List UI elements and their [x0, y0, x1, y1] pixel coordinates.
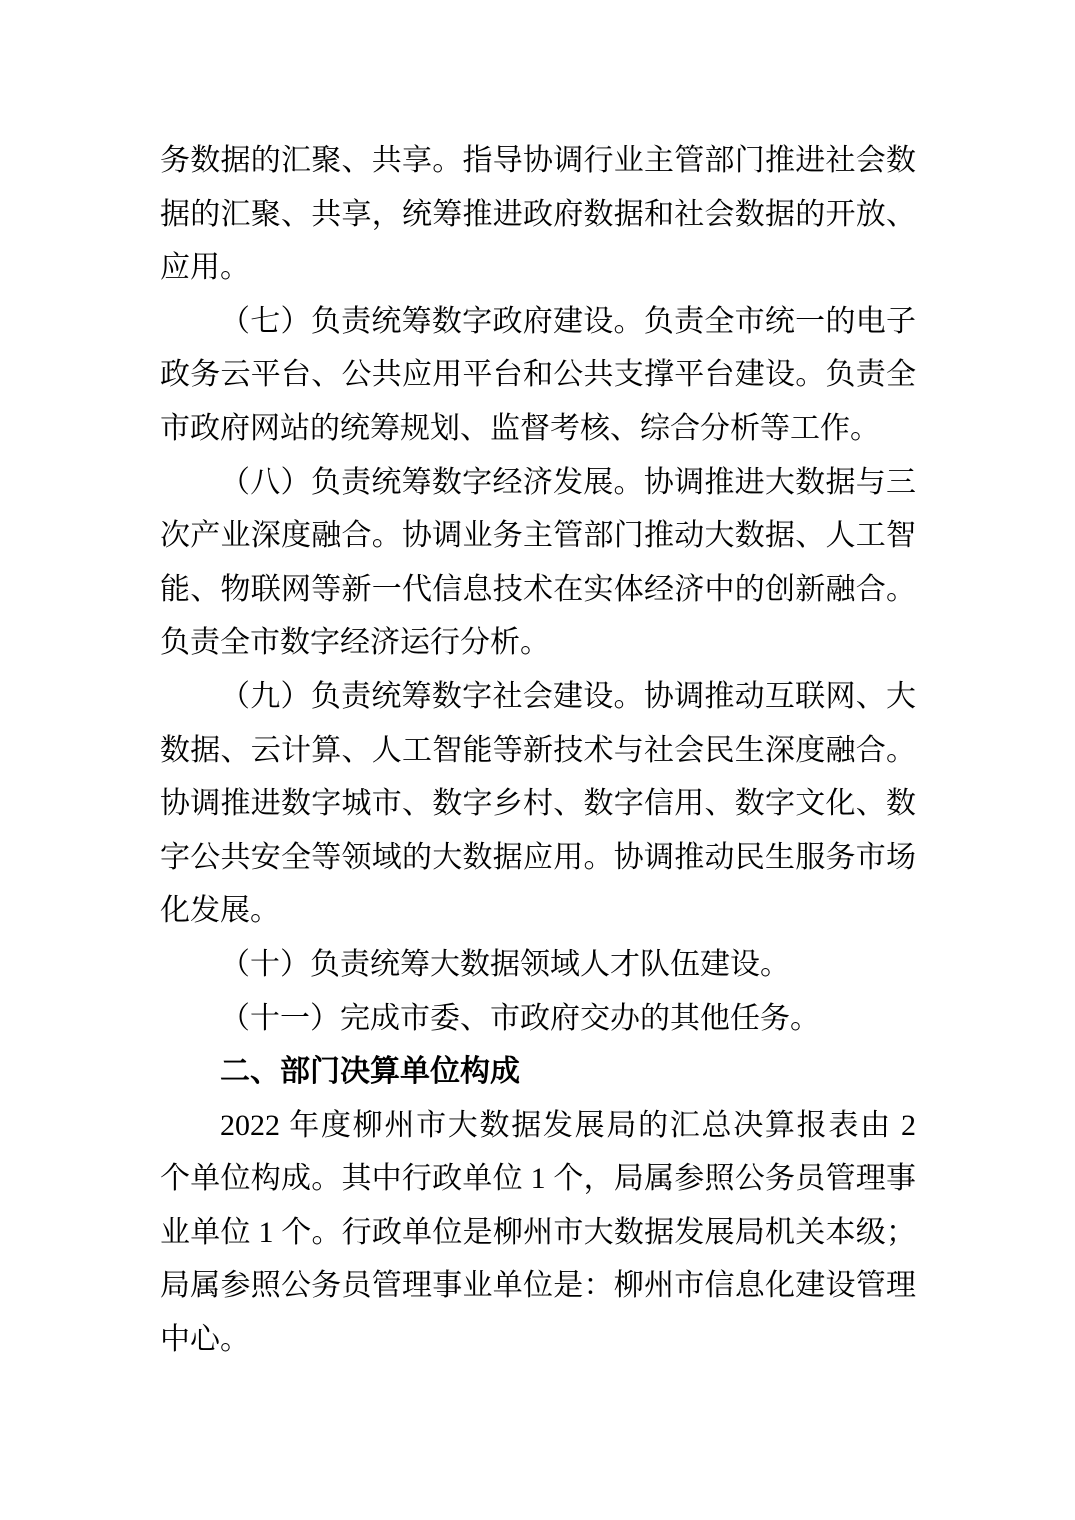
paragraph-duty-8: （八）负责统筹数字经济发展。协调推进大数据与三次产业深度融合。协调业务主管部门推动大数据、人工智能、物联网等新一代信息技术在实体经济中的创新融合。负责全市数字经济运行分析。	[160, 465, 916, 660]
paragraph-duty-9: （九）负责统筹数字社会建设。协调推动互联网、大数据、云计算、人工智能等新技术与社会民生深度融合。协调推进数字城市、数字乡村、数字信用、数字文化、数字公共安全等领域的大数据应用。协调推动民生服务市场化发展。	[160, 679, 916, 928]
paragraph-unit-composition: 2022 年度柳州市大数据发展局的汇总决算报表由 2 个单位构成。其中行政单位 1 个，局属参照公务员管理事业单位 1 个。行政单位是柳州市大数据发展局机关本级；局属参照公务员管理事业单位是：柳州市信息化建设管理中心。	[160, 1108, 916, 1357]
paragraph-duty-10: （十）负责统筹大数据领域人才队伍建设。	[220, 947, 790, 981]
section-heading-unit-composition: 二、部门决算单位构成	[220, 1055, 520, 1089]
document-body	[160, 134, 916, 1367]
paragraph-duty-7: （七）负责统筹数字政府建设。负责全市统一的电子政务云平台、公共应用平台和公共支撑平台建设。负责全市政府网站的统筹规划、监督考核、综合分析等工作。	[160, 304, 916, 445]
paragraph-duty-11: （十一）完成市委、市政府交办的其他任务。	[220, 1001, 820, 1035]
paragraph-duty-continuation: 务数据的汇聚、共享。指导协调行业主管部门推进社会数据的汇聚、共享，统筹推进政府数据和社会数据的开放、应用。	[160, 144, 916, 285]
